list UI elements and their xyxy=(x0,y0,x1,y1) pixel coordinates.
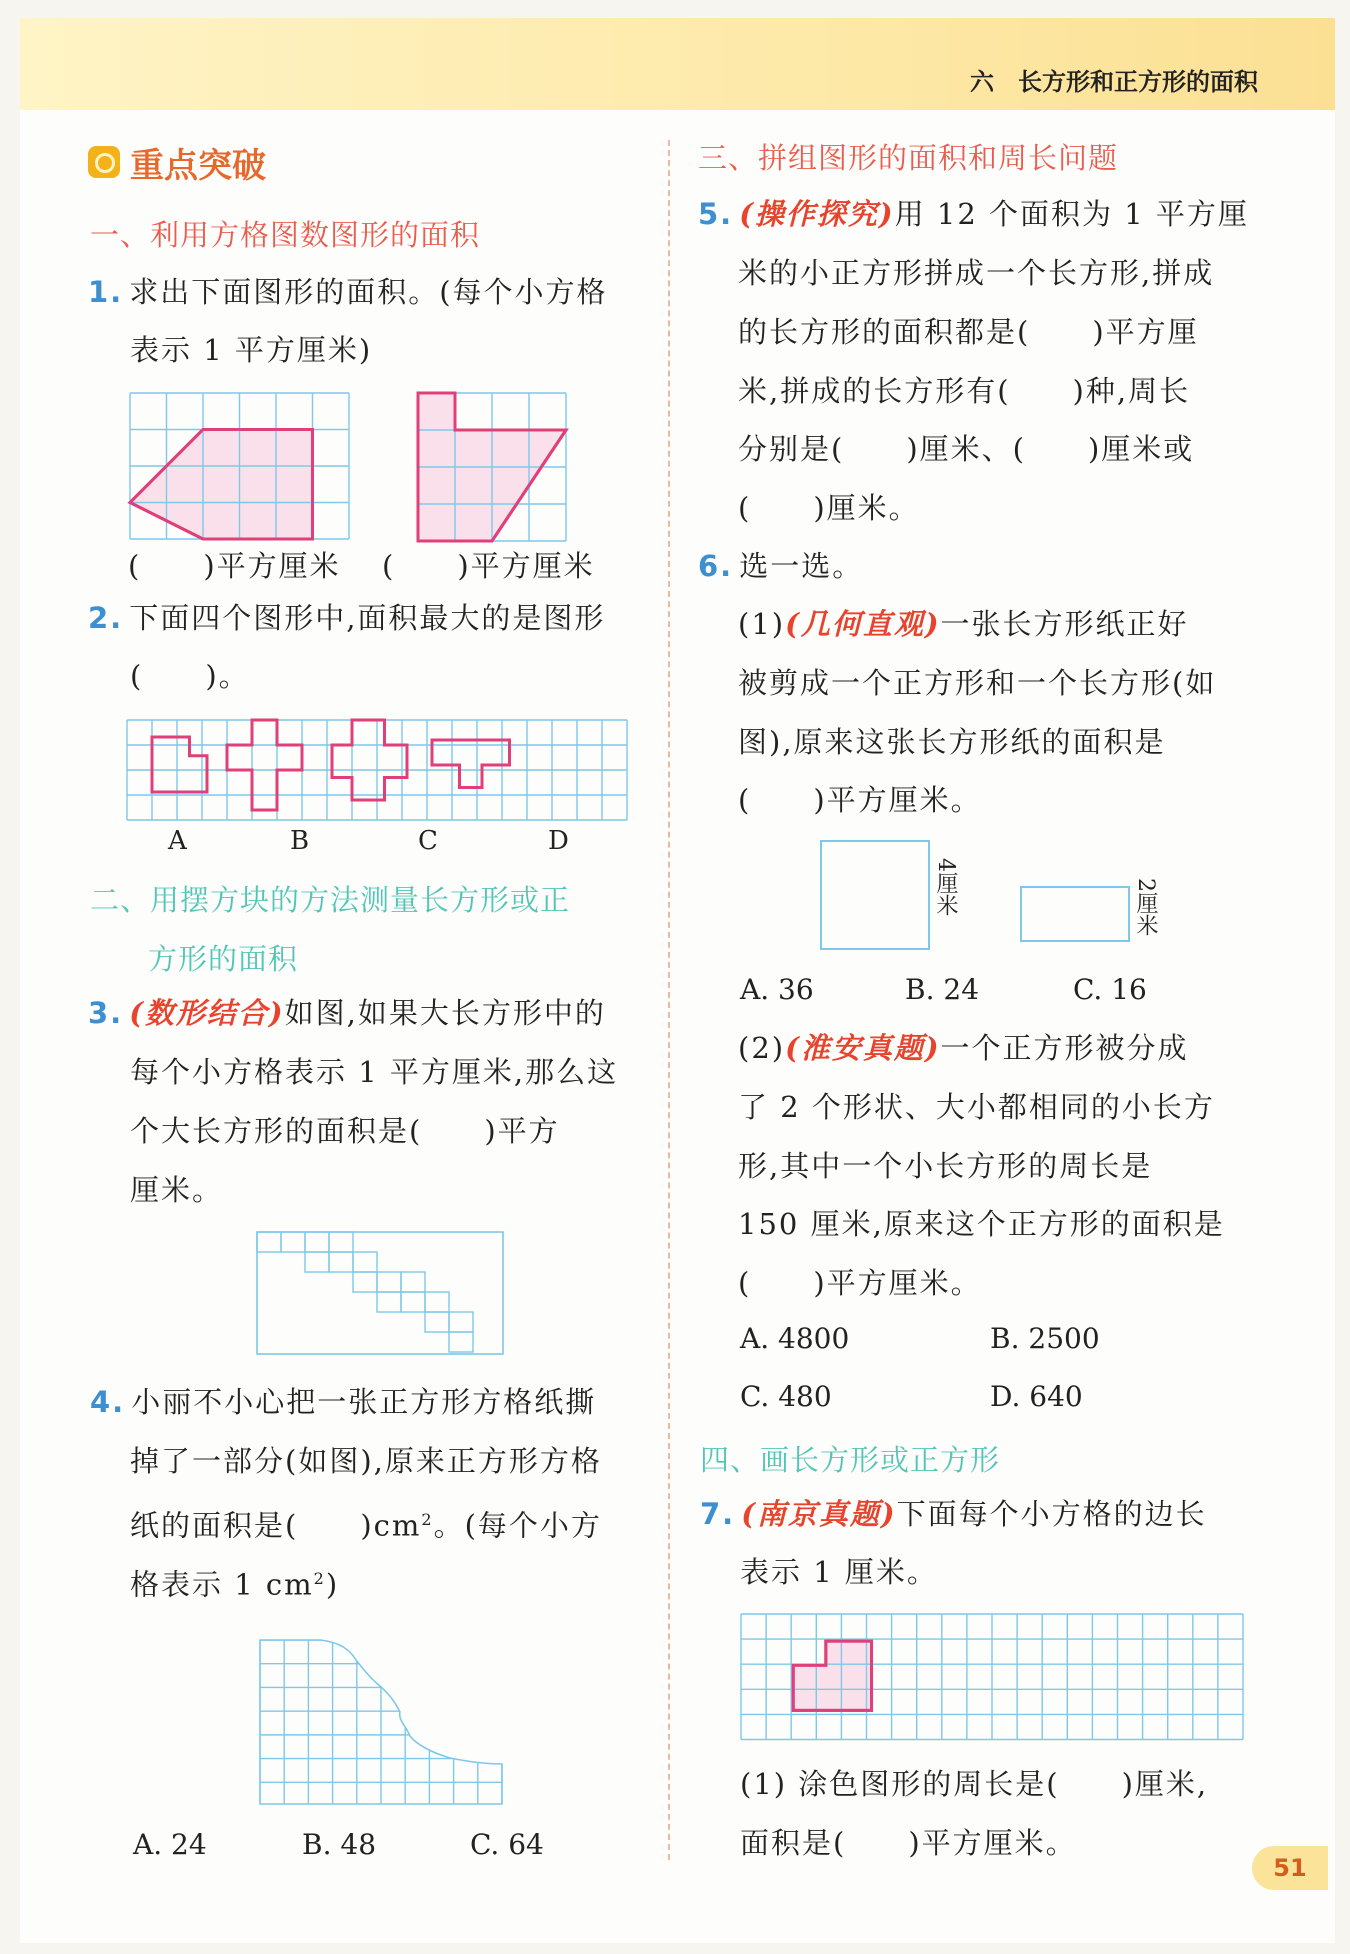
q3-number: 3. xyxy=(88,996,124,1030)
section-2-heading-2: 方形的面积 xyxy=(148,942,299,976)
q4-text-2: 掉了一部分(如图),原来正方形方格 xyxy=(130,1444,602,1478)
q3-cell xyxy=(281,1232,305,1252)
q2-text-2: ( )。 xyxy=(130,659,250,693)
q3-cell xyxy=(377,1292,401,1312)
q6-rectangle xyxy=(1020,886,1130,942)
q2-label-a: A xyxy=(168,826,187,856)
q7-text-2: 表示 1 厘米。 xyxy=(740,1555,938,1589)
q7-figure xyxy=(741,1614,1244,1740)
q5-line1: 用 12 个面积为 1 平方厘 xyxy=(894,197,1249,231)
q1-number: 1. xyxy=(88,275,124,309)
q6-title: 选一选。 xyxy=(739,549,864,583)
q2-line1: 下面四个图形中,面积最大的是图形 xyxy=(129,601,606,635)
q7-number: 7. xyxy=(700,1497,736,1531)
section-2-heading-1: 二、用摆方块的方法测量长方形或正 xyxy=(90,883,571,917)
q1-text-2: 表示 1 平方厘米) xyxy=(130,333,373,367)
q2-number: 2. xyxy=(88,601,124,635)
q4-line1: 小丽不小心把一张正方形方格纸撕 xyxy=(131,1385,597,1419)
q3-cell xyxy=(353,1252,377,1272)
q3-text-1 xyxy=(88,993,606,1033)
q7-p1-text-1: (1) 涂色图形的周长是( )厘米, xyxy=(740,1767,1209,1801)
q1-answer-left: ( )平方厘米 xyxy=(128,549,341,583)
q6-p2-option-d[interactable]: D. 640 xyxy=(990,1380,1083,1413)
q3-cell xyxy=(329,1252,353,1272)
q6-p2-number: (2) xyxy=(738,1031,786,1065)
q5-text-4: 米,拼成的长方形有( )种,周长 xyxy=(738,374,1191,408)
q7-line1: 下面每个小方格的边长 xyxy=(896,1497,1207,1531)
q2-shape-d xyxy=(432,740,510,788)
section-key-icon xyxy=(88,146,120,178)
q3-line1: 如图,如果大长方形中的 xyxy=(284,996,606,1030)
q6-p1-option-b[interactable]: B. 24 xyxy=(905,973,980,1006)
q2-label-c: C xyxy=(418,826,438,856)
q3-cell xyxy=(425,1312,449,1332)
q6-rect-label: 2厘米 xyxy=(1133,878,1158,936)
q4-number: 4. xyxy=(90,1385,126,1419)
q3-cell xyxy=(449,1332,473,1352)
q3-outer-rect xyxy=(257,1232,503,1354)
section-1-heading: 一、利用方格图数图形的面积 xyxy=(90,218,481,252)
q4-line3b: 。(每个小方 xyxy=(433,1508,602,1543)
q6-p1-line1: 一张长方形纸正好 xyxy=(940,607,1189,641)
q6-p1-number: (1) xyxy=(738,607,786,641)
q5-number: 5. xyxy=(698,197,734,231)
q3-cell xyxy=(377,1272,401,1292)
q7-text-1 xyxy=(700,1494,1207,1534)
column-divider xyxy=(668,140,670,1860)
q1-answer-right: ( )平方厘米 xyxy=(382,549,595,583)
q3-cell xyxy=(329,1232,353,1252)
q6-p2-text-4: 150 厘米,原来这个正方形的面积是 xyxy=(738,1207,1225,1241)
q1-line1: 求出下面图形的面积。(每个小方格 xyxy=(129,275,608,309)
q5-text-3: 的长方形的面积都是( )平方厘 xyxy=(738,315,1199,349)
q6-p2-text-5: ( )平方厘米。 xyxy=(738,1266,982,1300)
q1-figure-right xyxy=(418,393,566,541)
q5-text-6: ( )厘米。 xyxy=(738,491,920,525)
q6-square xyxy=(820,840,930,950)
q3-figure xyxy=(257,1232,505,1356)
q6-p1-text-4: ( )平方厘米。 xyxy=(738,783,982,817)
q5-text-5: 分别是( )厘米、( )厘米或 xyxy=(738,432,1195,466)
q4-sup-1: 2 xyxy=(421,1510,434,1529)
q2-text-1 xyxy=(88,598,605,638)
q3-cell xyxy=(353,1272,377,1292)
q6-p2-line1: 一个正方形被分成 xyxy=(940,1031,1189,1065)
q4-option-c[interactable]: C. 64 xyxy=(470,1828,544,1861)
q1-left-shape xyxy=(130,430,313,540)
q6-square-label: 4厘米 xyxy=(933,858,958,916)
q6-p1-text-3: 图),原来这张长方形纸的面积是 xyxy=(738,725,1166,759)
chapter-title: 六 长方形和正方形的面积 xyxy=(970,68,1258,96)
q4-option-a[interactable]: A. 24 xyxy=(133,1828,207,1861)
section-3-heading: 三、拼组图形的面积和周长问题 xyxy=(698,141,1119,175)
q7-shape xyxy=(793,1641,871,1710)
section-4-heading: 四、画长方形或正方形 xyxy=(700,1443,1001,1477)
q3-cell xyxy=(425,1292,449,1312)
q2-figure xyxy=(127,720,627,823)
q3-text-3: 个大长方形的面积是( )平方 xyxy=(130,1114,560,1148)
q5-text-1 xyxy=(698,194,1249,234)
q6-number: 6. xyxy=(698,549,734,583)
q4-grid-group xyxy=(260,1640,504,1806)
q4-line3a: 纸的面积是( )cm xyxy=(130,1508,422,1543)
section-key-title: 重点突破 xyxy=(130,146,266,186)
q4-line4a: 格表示 1 cm xyxy=(130,1567,314,1602)
q4-option-b[interactable]: B. 48 xyxy=(302,1828,377,1861)
q4-text-3 xyxy=(130,1500,602,1546)
q6-p1-option-c[interactable]: C. 16 xyxy=(1073,973,1147,1006)
q5-tag: (操作探究) xyxy=(739,197,895,231)
page-number: 51 xyxy=(1252,1846,1328,1890)
q3-cell xyxy=(305,1252,329,1272)
q3-cell xyxy=(401,1272,425,1292)
q6-p2-text-2: 了 2 个形状、大小都相同的小长方 xyxy=(738,1090,1215,1124)
q4-line4b: ) xyxy=(325,1567,340,1602)
q3-cell xyxy=(257,1232,281,1252)
q6-p1-option-a[interactable]: A. 36 xyxy=(740,973,814,1006)
q4-text-1 xyxy=(90,1382,596,1422)
q4-figure xyxy=(260,1640,504,1804)
q4-sup-2: 2 xyxy=(313,1569,326,1588)
q2-shape-c xyxy=(332,720,407,800)
q6-p2-tag: (淮安真题) xyxy=(785,1031,941,1065)
q6-text-title xyxy=(698,546,863,586)
q3-text-4: 厘米。 xyxy=(130,1173,224,1207)
q7-tag: (南京真题) xyxy=(741,1497,897,1531)
q3-text-2: 每个小方格表示 1 平方厘米,那么这 xyxy=(130,1055,619,1089)
q2-shape-b xyxy=(227,720,302,810)
q2-label-d: D xyxy=(548,826,569,856)
q4-text-4 xyxy=(130,1559,339,1605)
q3-tag: (数形结合) xyxy=(129,996,285,1030)
q6-p1-text-2: 被剪成一个正方形和一个长方形(如 xyxy=(738,666,1217,700)
q6-p2-text-1 xyxy=(738,1028,1189,1068)
q2-label-b: B xyxy=(290,826,310,856)
q5-text-2: 米的小正方形拼成一个长方形,拼成 xyxy=(738,256,1215,290)
q6-p2-option-a[interactable]: A. 4800 xyxy=(740,1322,850,1355)
q1-text-1 xyxy=(88,272,608,312)
q3-cell xyxy=(449,1312,473,1332)
q6-p1-text-1 xyxy=(738,604,1189,644)
q6-p1-tag: (几何直观) xyxy=(785,607,941,641)
q6-p2-option-b[interactable]: B. 2500 xyxy=(990,1322,1100,1355)
q6-p2-text-3: 形,其中一个小长方形的周长是 xyxy=(738,1149,1153,1183)
q6-p2-option-c[interactable]: C. 480 xyxy=(740,1380,832,1413)
q7-p1-text-2: 面积是( )平方厘米。 xyxy=(740,1826,1077,1860)
q3-cell xyxy=(401,1292,425,1312)
q1-figure-left xyxy=(130,393,350,541)
q3-cell xyxy=(305,1232,329,1252)
